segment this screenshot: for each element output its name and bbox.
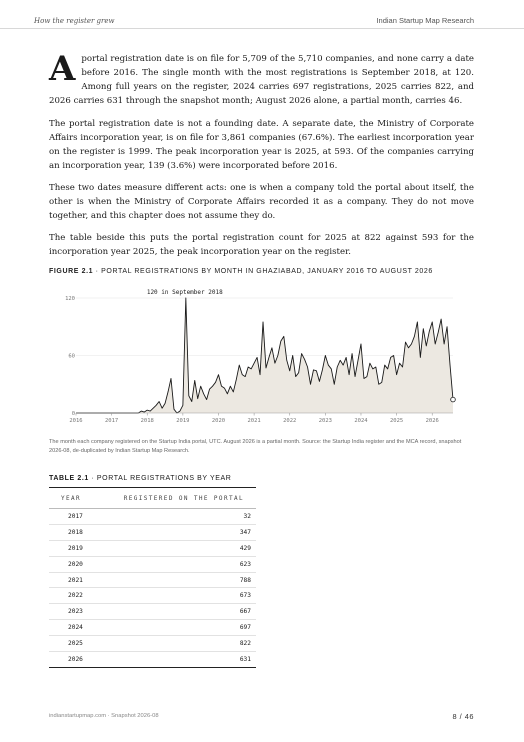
table-caption — [49, 475, 231, 482]
table-cell-count: 822 — [239, 640, 251, 648]
drop-cap: A — [49, 49, 76, 89]
table-cell-count: 631 — [239, 656, 251, 664]
x-tick-label: 2016 — [69, 418, 83, 423]
table-cell-count: 673 — [239, 592, 251, 600]
table-cell-year: 2025 — [68, 640, 83, 648]
table-cell-year: 2018 — [68, 528, 83, 536]
table-cell-count: 697 — [239, 624, 251, 632]
figure-title: · PORTAL REGISTRATIONS BY MONTH IN GHAZIABAD, JANUARY 2016 TO AUGUST 2026 — [93, 268, 433, 275]
x-tick-label: 2020 — [211, 418, 226, 423]
y-tick-label: 120 — [65, 296, 75, 302]
y-tick-label: 0 — [71, 411, 75, 417]
table-row — [49, 525, 256, 541]
column-header-registered: REGISTERED ON THE PORTAL — [123, 495, 244, 502]
figure-note: The month each company registered on the Startup India portal, UTC. August 2026 is a partial month. Source: the Startup India register and the MCA record, snapshot 2026-08, de-duplicated by Indian Startup Map Research. — [49, 439, 462, 454]
table-cell-count: 32 — [243, 513, 251, 520]
table-cell-year: 2019 — [68, 544, 83, 552]
table-row — [49, 509, 256, 525]
table-row — [49, 573, 256, 589]
paragraph-4: The table beside this puts the portal registration count for 2025 at 822 against 593 for the incorporation year 2025, the peak incorporation year on the register. — [49, 233, 474, 257]
column-header-year: YEAR — [61, 495, 82, 502]
page-number: 8 / 46 — [452, 712, 474, 721]
table-cell-count: 667 — [239, 608, 251, 616]
table-cell-count: 788 — [239, 576, 251, 584]
x-tick-label: 2026 — [425, 418, 439, 423]
paragraph-1 — [49, 49, 474, 108]
table-cell-count: 623 — [239, 560, 251, 568]
last-month-marker — [451, 397, 456, 402]
running-header — [0, 0, 524, 29]
table-title: · PORTAL REGISTRATIONS BY YEAR — [88, 475, 232, 482]
registrations-table — [49, 487, 256, 668]
table-cell-year: 2024 — [68, 624, 83, 632]
figure-caption — [49, 268, 433, 275]
table-row — [49, 541, 256, 557]
y-tick-label: 60 — [68, 353, 75, 360]
table-label: TABLE 2.1 — [49, 475, 89, 482]
x-tick-label: 2023 — [318, 418, 332, 423]
table-cell-year: 2022 — [68, 592, 83, 600]
table-cell-year: 2023 — [68, 608, 83, 616]
figure-label: FIGURE 2.1 — [49, 268, 94, 275]
table-row — [49, 557, 256, 573]
table-cell-year: 2020 — [68, 560, 83, 568]
x-tick-label: 2025 — [389, 418, 404, 423]
paragraph-3: These two dates measure different acts: one is when a company told the portal about itself, the other is when the Ministry of Corporate Affairs recorded it as a company. They do not move together, and this chapter does not assume they do. — [49, 183, 474, 221]
paragraph-1-text: portal registration date is on file for 5,709 of the 5,710 companies, and none carry a date before 2016. The single month with the most registrations is September 2018, at 120. Among full years on the register, 2024 carries 697 registrations, 2025 carries 822, and 2026 carries 631 through the snapshot month; August 2026 alone, a partial month, carries 46. — [49, 54, 474, 106]
publication-name: Indian Startup Map Research — [376, 16, 474, 25]
table-cell-year: 2021 — [68, 576, 83, 584]
table-row — [49, 588, 256, 604]
registrations-chart — [49, 283, 469, 423]
table-cell-count: 429 — [239, 544, 251, 552]
table-row — [49, 620, 256, 636]
footer-source: indianstartupmap.com · Snapshot 2026-08 — [49, 713, 159, 719]
peak-annotation: 120 in September 2018 — [146, 289, 223, 296]
table-cell-year: 2026 — [68, 656, 83, 664]
x-axis-ticks — [69, 413, 438, 423]
x-tick-label: 2019 — [176, 418, 190, 423]
table-row — [49, 636, 256, 652]
x-tick-label: 2021 — [247, 418, 261, 423]
paragraph-2: The portal registration date is not a founding date. A separate date, the Ministry of Corporate Affairs incorporation year, is on file for 3,861 companies (67.6%). The earliest incorporation year on the register is 1999. The peak incorporation year is 2025, at 593. Of the companies carrying an incorporation year, 139 (3.6%) were incorporated before 2016. — [49, 119, 474, 171]
x-tick-label: 2024 — [354, 418, 368, 423]
table-body — [49, 509, 256, 667]
table-cell-count: 347 — [239, 528, 251, 536]
x-tick-label: 2022 — [283, 418, 297, 423]
table-cell-year: 2017 — [68, 513, 83, 520]
table-row — [49, 652, 256, 667]
x-tick-label: 2018 — [140, 418, 154, 423]
table-header — [49, 488, 256, 509]
y-axis-ticks — [65, 296, 75, 417]
x-tick-label: 2017 — [104, 418, 119, 423]
chapter-title: How the register grew — [34, 17, 115, 25]
table-row — [49, 604, 256, 620]
